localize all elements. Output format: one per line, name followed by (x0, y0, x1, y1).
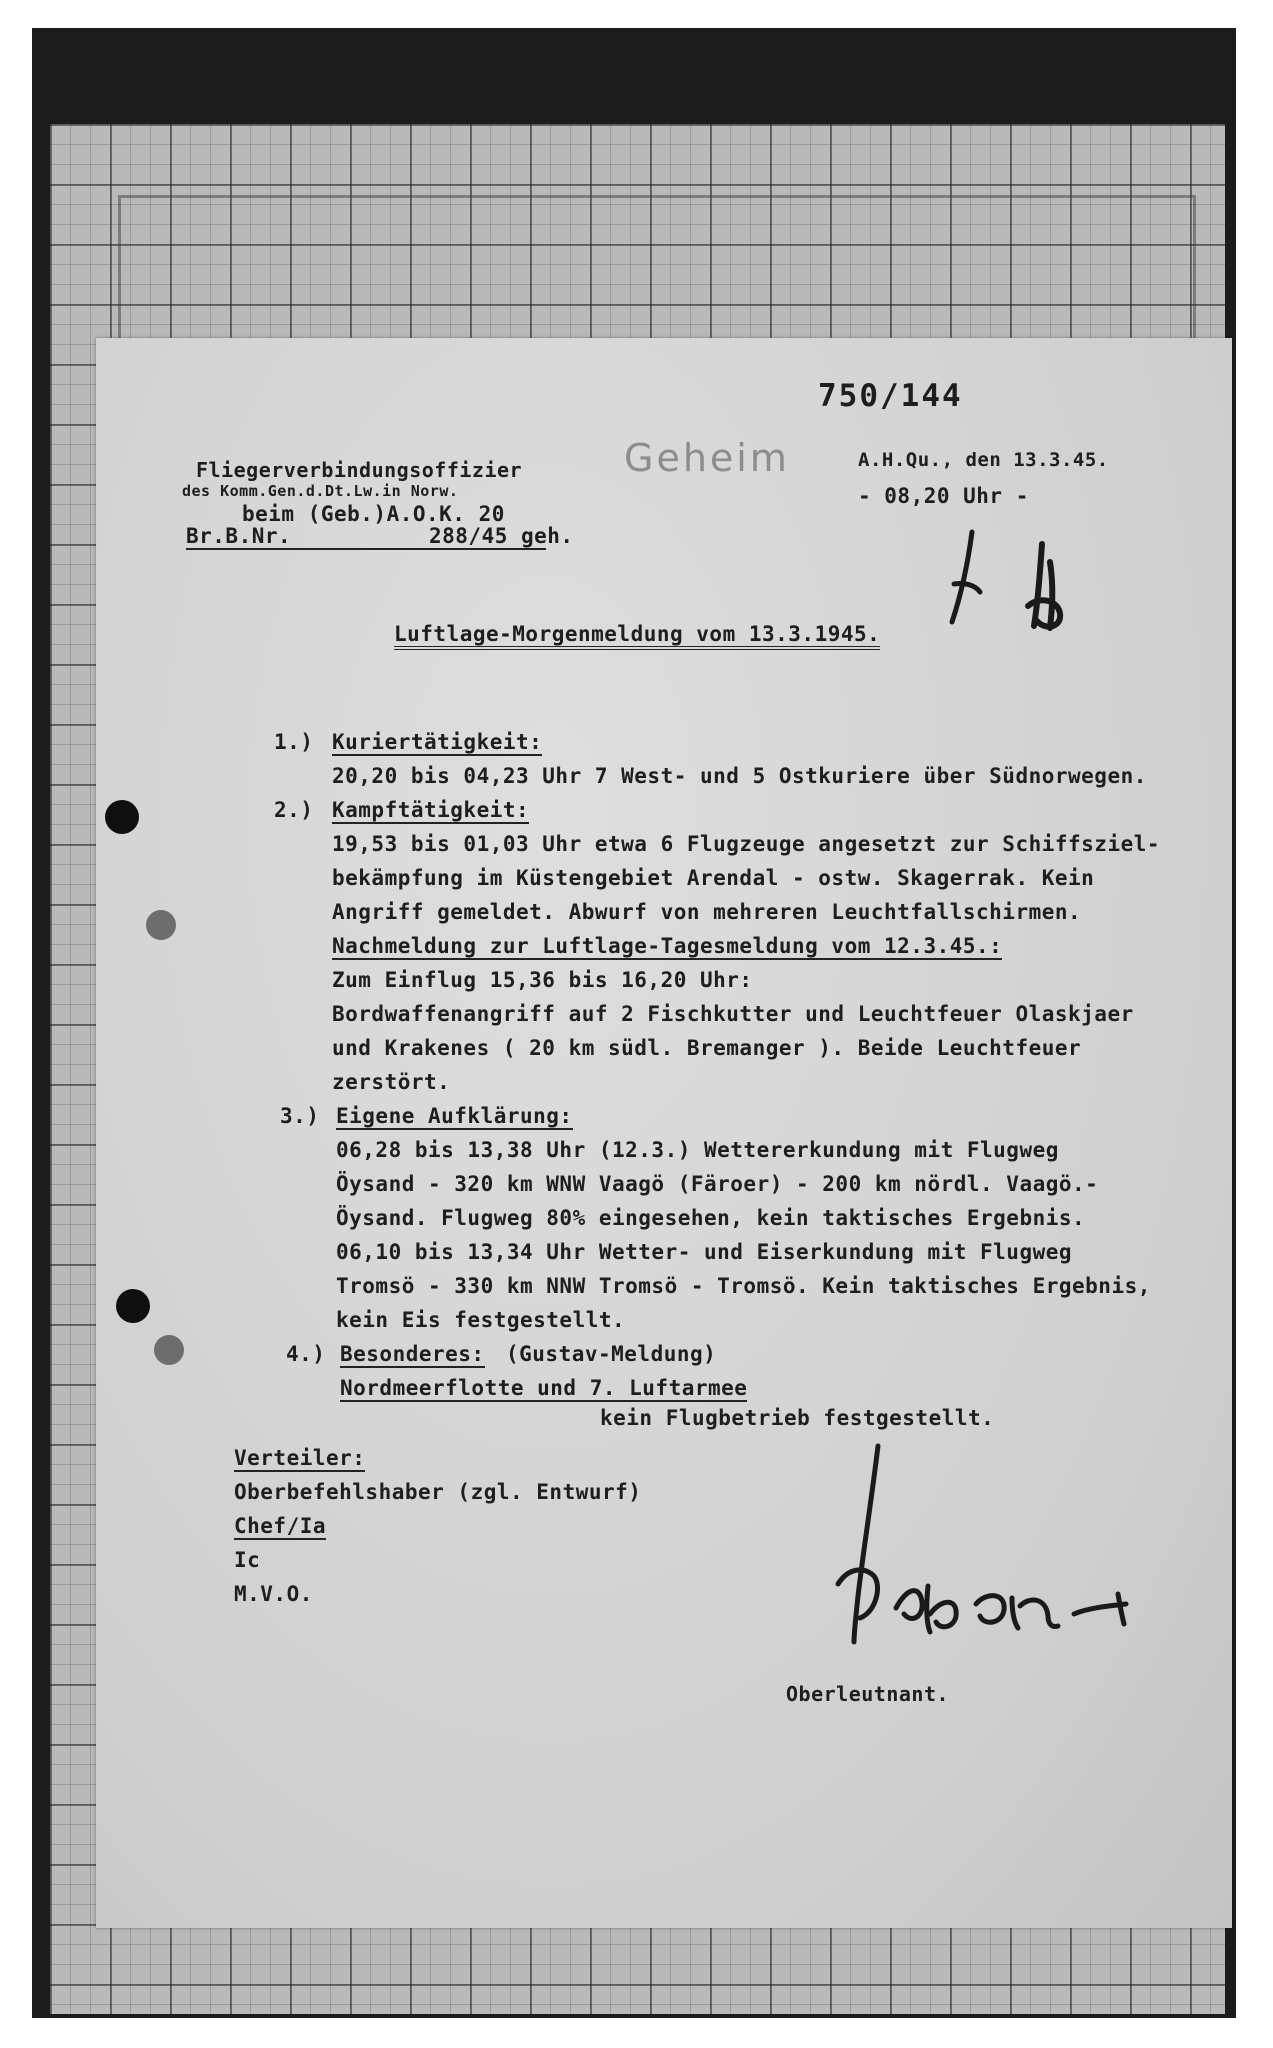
section-3-number: 3.) (280, 1104, 320, 1128)
header-office: Fliegerverbindungsoffizier (196, 458, 523, 482)
section-2-line: bekämpfung im Küstengebiet Arendal - ostw. Skagerrak. Kein (332, 866, 1095, 890)
signature-rank: Oberleutnant. (786, 1682, 950, 1706)
section-2-subheading: Nachmeldung zur Luftlage-Tagesmeldung vom 12.3.45.: (332, 934, 1003, 958)
section-4-line: kein Flugbetrieb festgestellt. (600, 1406, 995, 1430)
section-3-line: Öysand - 320 km WNW Vaagö (Färoer) - 200 km nördl. Vaagö.- (336, 1172, 1099, 1196)
ref-value: 288/45 geh. (429, 524, 574, 548)
section-3-line: Öysand. Flugweg 80% eingesehen, kein taktisches Ergebnis. (336, 1206, 1086, 1230)
section-4-number: 4.) (286, 1342, 326, 1366)
section-1-heading: Kuriertätigkeit: (332, 730, 543, 754)
section-3-heading: Eigene Aufklärung: (336, 1104, 573, 1128)
section-3-line: Tromsö - 330 km NNW Tromsö - Tromsö. Kein taktisches Ergebnis, (336, 1274, 1151, 1298)
punch-hole-shadow-2 (154, 1335, 184, 1365)
document-page (96, 338, 1232, 1928)
place-date: A.H.Qu., den 13.3.45. (858, 449, 1109, 471)
report-time: - 08,20 Uhr - (858, 484, 1029, 508)
section-3-line: 06,10 bis 13,34 Uhr Wetter- und Eiserkundung mit Flugweg (336, 1240, 1073, 1264)
secret-stamp: Geheim (624, 436, 790, 480)
section-2-subline: Bordwaffenangriff auf 2 Fischkutter und Leuchtfeuer Olaskjaer (332, 1002, 1134, 1026)
punch-hole-shadow (146, 910, 176, 940)
section-4-heading-note: (Gustav-Meldung) (506, 1342, 717, 1366)
ref-label: Br.B.Nr. (186, 524, 292, 548)
header-unit: beim (Geb.)A.O.K. 20 (242, 502, 505, 526)
section-2-line: 19,53 bis 01,03 Uhr etwa 6 Flugzeuge angesetzt zur Schiffsziel- (332, 832, 1161, 856)
punch-hole-bottom (116, 1289, 150, 1323)
section-2-subline: und Krakenes ( 20 km südl. Bremanger ). Beide Leuchtfeuer (332, 1036, 1082, 1060)
section-2-heading: Kampftätigkeit: (332, 798, 530, 822)
handwritten-initials (932, 522, 1102, 642)
file-number: 750/144 (818, 378, 963, 414)
section-2-subline: Zum Einflug 15,36 bis 16,20 Uhr: (332, 968, 753, 992)
header-ref-label (186, 524, 574, 550)
punch-hole-top (105, 800, 139, 834)
section-3-line: 06,28 bis 13,38 Uhr (12.3.) Wettererkundung mit Flugweg (336, 1138, 1059, 1162)
distribution-label: Verteiler: (234, 1446, 366, 1470)
section-4-subheading: Nordmeerflotte und 7. Luftarmee (340, 1376, 748, 1400)
section-1-number: 1.) (274, 730, 314, 754)
distribution-item: Oberbefehlshaber (zgl. Entwurf) (234, 1480, 642, 1504)
section-2-subline: zerstört. (332, 1070, 451, 1094)
report-title: Luftlage-Morgenmeldung vom 13.3.1945. (394, 624, 880, 650)
section-2-number: 2.) (274, 798, 314, 822)
section-4-heading: Besonderes: (340, 1342, 485, 1366)
distribution-item: M.V.O. (234, 1582, 313, 1606)
header-command: des Komm.Gen.d.Dt.Lw.in Norw. (182, 482, 459, 500)
distribution-item: Ic (234, 1548, 261, 1572)
section-1-line: 20,20 bis 04,23 Uhr 7 West- und 5 Ostkuriere über Südnorwegen. (332, 764, 1147, 788)
section-2-line: Angriff gemeldet. Abwurf von mehreren Leuchtfallschirmen. (332, 900, 1082, 924)
background-sheet-edge (118, 195, 1196, 348)
section-3-line: kein Eis festgestellt. (336, 1308, 626, 1332)
handwritten-signature (808, 1436, 1228, 1666)
distribution-item: Chef/Ia (234, 1514, 327, 1538)
